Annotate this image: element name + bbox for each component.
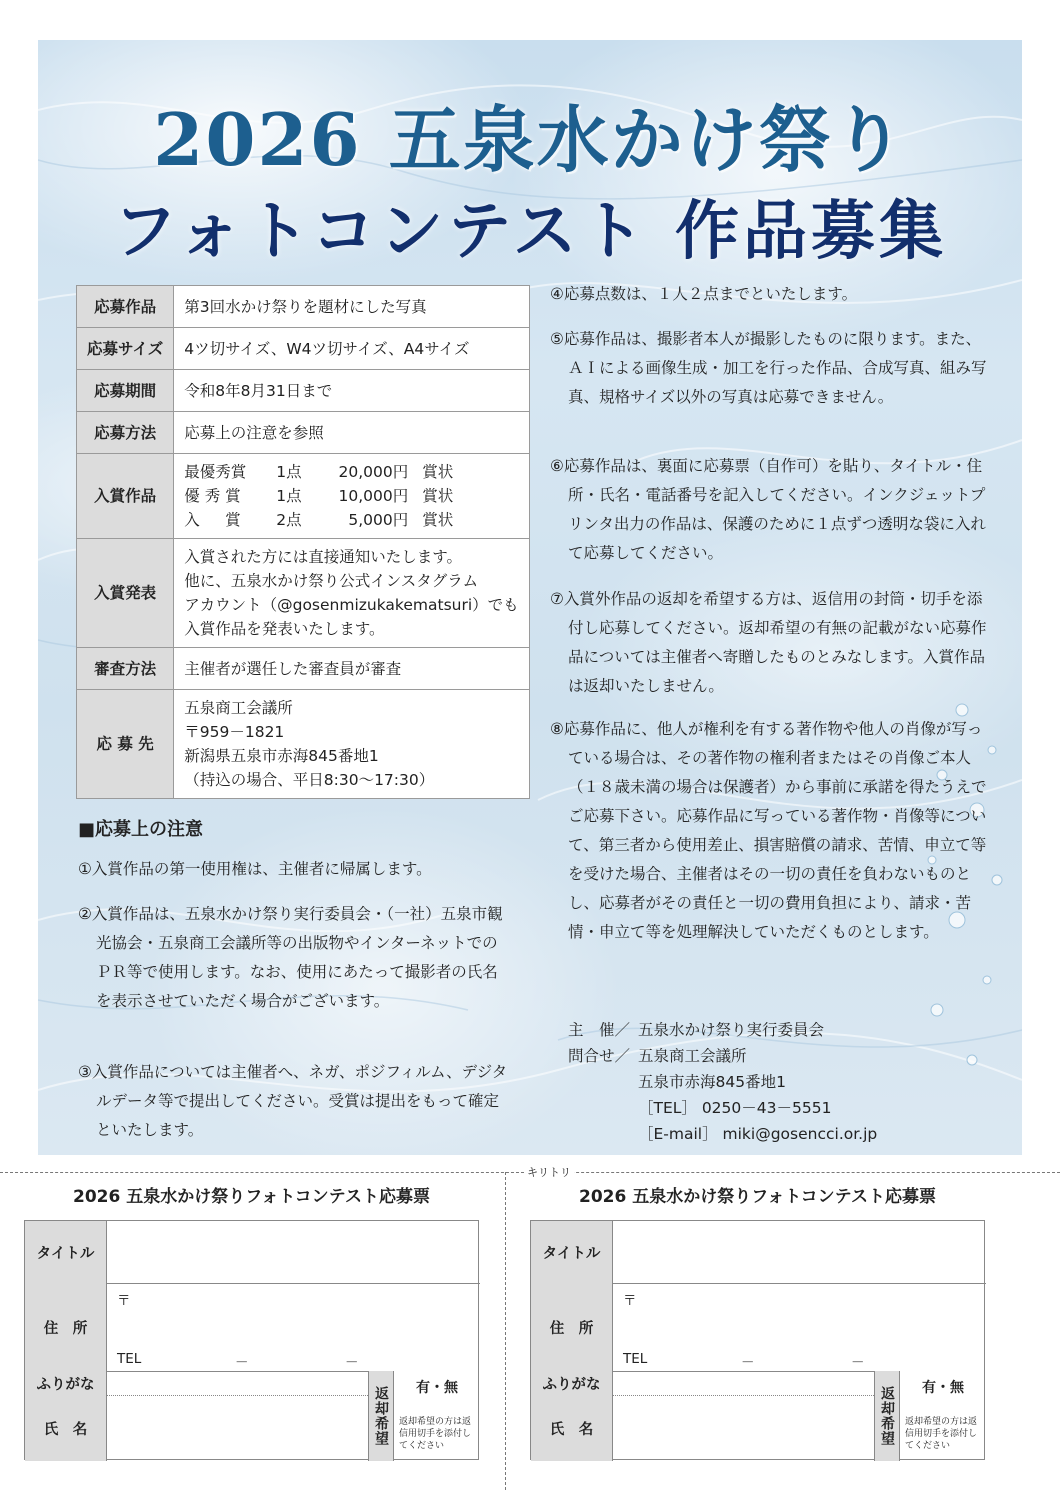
table-row (77, 539, 530, 648)
table-row (77, 412, 530, 454)
contact-email: ［E-mail］ miki@gosencci.or.jp (638, 1125, 878, 1143)
cut-label: キリトリ (524, 1164, 574, 1180)
form-grid (530, 1220, 985, 1460)
postal-mark: 〒 (623, 1293, 637, 1309)
prize-count: 1点 (276, 463, 302, 481)
table-row (77, 286, 530, 328)
row-label: 応募方法 (77, 412, 174, 454)
contact-tel: ［TEL］ 0250－43－5551 (638, 1099, 832, 1117)
tel-dash: － (741, 1355, 755, 1371)
note-3: ③入賞作品については主催者へ、ネガ、ポジフィルム、デジタルデータ等で提出してください。受賞は提出をもって確定といたします。 (78, 1063, 508, 1139)
prize-name: 最優秀賞 (184, 463, 247, 481)
note-2: ②入賞作品は、五泉水かけ祭り実行委員会・（一社）五泉市観光協会・五泉商工会議所等の出版物やインターネットでのＰＲ等で使用します。なお、使用にあたって撮影者の氏名を表示させていただく場合がございます。 (78, 905, 503, 1010)
prize-count: 2点 (276, 511, 302, 529)
note-5: ⑤応募作品は、撮影者本人が撮影したものに限ります。また、ＡＩによる画像生成・加工を行った作品、合成写真、組み写真、規格サイズ以外の写真は応募できません。 (550, 330, 987, 406)
notes-heading: ■応募上の注意 (78, 819, 204, 840)
row-value: 応募上の注意を参照 (174, 412, 529, 454)
text-line: アカウント（@gosenmizukakematsuri）でも (184, 596, 519, 614)
prize-extra: 賞状 (422, 487, 454, 505)
text-line: 入賞作品を発表いたします。 (184, 620, 385, 638)
text-line: 他に、五泉水かけ祭り公式インスタグラム (184, 572, 479, 590)
prize-amount: 5,000円 (348, 511, 409, 529)
table-row (77, 370, 530, 412)
return-options: 有・無 (416, 1380, 458, 1396)
form-title: 2026 五泉水かけ祭りフォトコンテスト応募票 (72, 1187, 431, 1207)
row-label: 応募作品 (77, 286, 174, 328)
table-row (77, 690, 530, 799)
entry-form-left (24, 1184, 479, 1451)
row-label: 入賞作品 (77, 454, 174, 539)
table-row (77, 648, 530, 690)
note-7: ⑦入賞外作品の返却を希望する方は、返信用の封筒・切手を添付し応募してください。返却希望の有無の記載がない応募作品については主催者へ寄贈したものとみなします。入賞作品は返却いたしません。 (550, 590, 987, 695)
host-label: 主 催／ (568, 1021, 631, 1039)
poster-title: 2026 五泉水かけ祭り (153, 97, 907, 182)
tel-label: TEL (117, 1351, 142, 1367)
prize-row (184, 460, 518, 484)
destination-text (174, 690, 529, 799)
prize-name: 優 秀 賞 (184, 487, 241, 505)
row-label: 応募サイズ (77, 328, 174, 370)
table-row (77, 454, 530, 539)
tel-dash: － (345, 1355, 359, 1371)
return-note: 返却希望の方は返信用切手を添付してください (905, 1417, 978, 1451)
tel-dash: － (235, 1355, 249, 1371)
return-label: 返却希望 (874, 1371, 900, 1461)
text-line: 五泉商工会議所 (184, 699, 293, 717)
return-label: 返却希望 (368, 1371, 394, 1461)
text-line: 〒959－1821 (184, 723, 285, 741)
poster-background (38, 40, 1022, 1155)
tel-dash: － (851, 1355, 865, 1371)
note-4: ④応募点数は、１人２点までといたします。 (550, 285, 858, 303)
name-label: 氏 名 (25, 1395, 107, 1461)
prize-amount: 10,000円 (338, 487, 409, 505)
entry-form-right (530, 1184, 985, 1451)
text-line: （持込の場合、平日8:30～17:30） (184, 771, 435, 789)
prize-extra: 賞状 (422, 511, 454, 529)
prize-extra: 賞状 (422, 463, 454, 481)
name-label: 氏 名 (531, 1395, 613, 1461)
form-title: 2026 五泉水かけ祭りフォトコンテスト応募票 (578, 1187, 937, 1207)
return-note: 返却希望の方は返信用切手を添付してください (399, 1417, 472, 1451)
address-label: 住 所 (25, 1283, 107, 1371)
host-name: 五泉水かけ祭り実行委員会 (638, 1021, 825, 1039)
title-label: タイトル (531, 1221, 613, 1283)
prize-amount: 20,000円 (338, 463, 409, 481)
prize-row (184, 508, 518, 532)
form-grid (24, 1220, 479, 1460)
postal-mark: 〒 (117, 1293, 131, 1309)
table-row (77, 328, 530, 370)
row-label: 応 募 先 (77, 690, 174, 799)
poster-subtitle: フォトコンテスト 作品募集 (113, 195, 947, 269)
text-line: 入賞された方には直接通知いたします。 (184, 548, 463, 566)
cut-line-vertical (505, 1172, 506, 1490)
row-value: 第3回水かけ祭りを題材にした写真 (174, 286, 529, 328)
prize-name: 入 賞 (184, 511, 241, 529)
contact-address: 五泉市赤海845番地1 (638, 1073, 786, 1091)
row-label: 入賞発表 (77, 539, 174, 648)
furigana-label: ふりがな (25, 1371, 107, 1395)
note-1: ①入賞作品の第一使用権は、主催者に帰属します。 (78, 860, 432, 878)
row-value: 令和8年8月31日まで (174, 370, 529, 412)
row-value: 主催者が選任した審査員が審査 (174, 648, 529, 690)
return-options: 有・無 (922, 1380, 964, 1396)
furigana-label: ふりがな (531, 1371, 613, 1395)
row-label: 審査方法 (77, 648, 174, 690)
contest-info-table (76, 285, 530, 799)
prize-row (184, 484, 518, 508)
tel-label: TEL (623, 1351, 648, 1367)
prize-count: 1点 (276, 487, 302, 505)
text-line: 新潟県五泉市赤海845番地1 (184, 747, 379, 765)
contact-name: 五泉商工会議所 (638, 1047, 747, 1065)
row-label: 応募期間 (77, 370, 174, 412)
address-label: 住 所 (531, 1283, 613, 1371)
row-value: 4ツ切サイズ、W4ツ切サイズ、A4サイズ (174, 328, 529, 370)
title-label: タイトル (25, 1221, 107, 1283)
contact-label: 問合せ／ (568, 1047, 631, 1065)
organizer-info (568, 1017, 877, 1147)
note-8: ⑧応募作品に、他人が権利を有する著作物や他人の肖像が写っている場合は、その著作物の権利者またはその肖像ご本人（１８歳未満の場合は保護者）から事前に承諾を得たうえでご応募下さい。応募作品に写っている著作物・肖像等について、第三者から使用差止、損害賠償の請求、苦情、申立て等を受けた場合、主催者はその一切の責任を負わないものとし、応募者がその責任と一切の費用負担により、請求・苦情・申立て等を処理解決していただくものとします。 (550, 720, 987, 941)
announce-text (174, 539, 529, 648)
note-6: ⑥応募作品は、裏面に応募票（自作可）を貼り、タイトル・住所・氏名・電話番号を記入してください。インクジェットプリンタ出力の作品は、保護のために１点ずつ透明な袋に入れて応募してください。 (550, 457, 986, 562)
prize-list (174, 454, 529, 539)
